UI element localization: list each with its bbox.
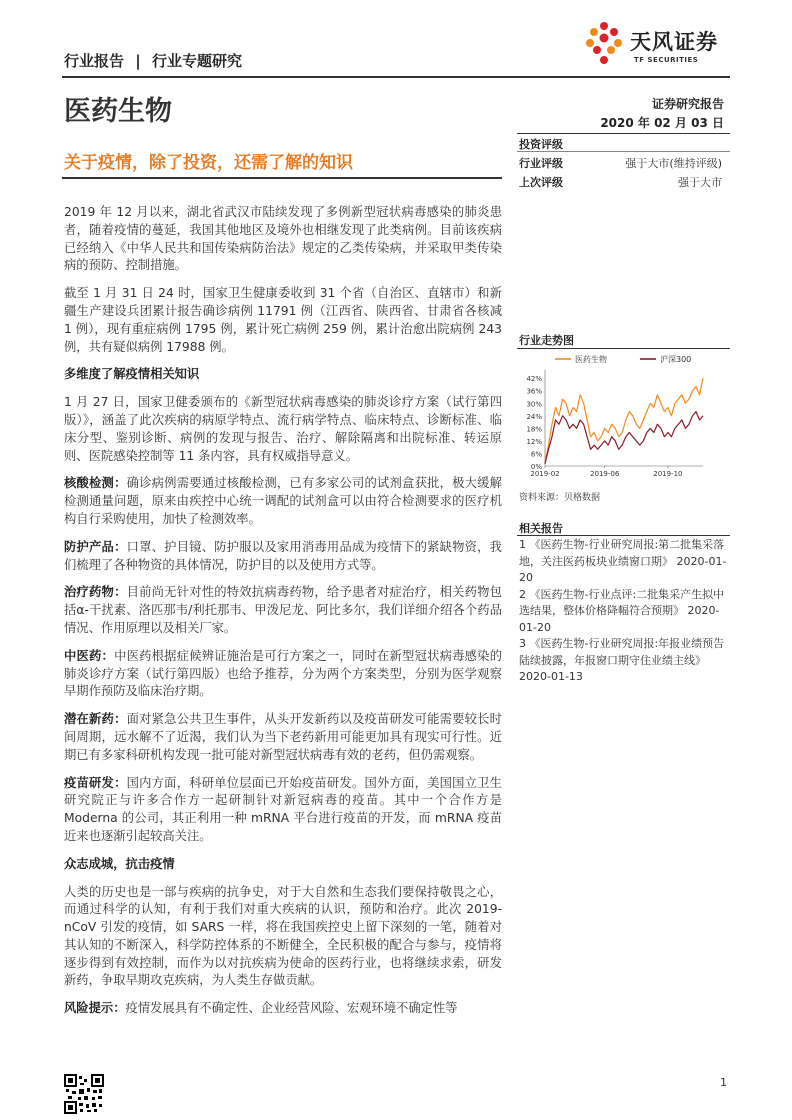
industry-trend-chart: [515, 350, 730, 485]
qr-code-icon: [64, 1074, 104, 1114]
trend-chart-title: 行业走势图: [519, 334, 574, 347]
y-tick-label: 18%: [526, 425, 542, 434]
body-paragraph: 1 月 27 日，国家卫健委颁布的《新型冠状病毒感染的肺炎诊疗方案（试行第四版）》，涵盖了此次疾病的病原学特点、流行病学特点、临床特点、诊断标准、临床分型、鉴别诊断、病例的发现与报告、治疗、解除隔离和出院标准、转运原则、医院感染控制等 11 条内容，具有权威指导意义。: [64, 395, 502, 463]
rating-rule: [517, 151, 730, 152]
category-topic-research: 行业专题研究: [151, 52, 242, 70]
y-tick-label: 36%: [526, 387, 542, 396]
series-line: [545, 412, 703, 464]
related-reports-title: 相关报告: [519, 522, 563, 535]
sidebar-rule-top: [517, 133, 730, 134]
body-paragraph: [64, 1000, 502, 1018]
category-separator: |: [135, 52, 141, 70]
related-report-link[interactable]: 1 《医药生物-行业研究周报:第二批集采落地，关注医药板块业绩窗口期》 2020-01-20: [519, 538, 727, 584]
report-category: [64, 50, 242, 71]
y-tick-label: 30%: [526, 400, 542, 409]
trend-rule: [517, 348, 730, 349]
report-date: 2020 年 02 月 03 日: [600, 116, 724, 130]
paragraph-lead: 治疗药物：: [64, 585, 127, 600]
paragraph-text: 面对紧急公共卫生事件，从头开发新药以及疫苗研发可能需要较长时间周期，远水解不了近渴，我们认为当下老药新用可能更加具有现实可行性。近期已有多家科研机构发现一批可能对新型冠状病毒有效的老药，但仍需观察。: [64, 712, 502, 762]
y-tick-label: 24%: [526, 412, 542, 421]
section-heading: 多维度了解疫情相关知识: [64, 367, 200, 382]
logo-company-name: 天风证券: [630, 30, 718, 54]
y-tick-label: 42%: [526, 375, 542, 384]
section-heading: 众志成城，抗击疫情: [64, 856, 175, 871]
page-number: 1: [720, 1076, 727, 1089]
rating-section-label: 投资评级: [519, 138, 563, 151]
body-paragraph: [64, 711, 502, 764]
body-paragraph: [64, 475, 502, 528]
related-report-link[interactable]: 2 《医药生物-行业点评:二批集采产生拟中选结果，整体价格降幅符合预期》 2020-01-20: [519, 587, 725, 634]
industry-rating-value: 强于大市(维持评级): [625, 157, 722, 170]
body-paragraph: [64, 584, 502, 637]
related-reports-list: [519, 537, 727, 686]
report-headline: 关于疫情，除了投资，还需了解的知识: [64, 153, 353, 173]
y-tick-label: 12%: [526, 437, 542, 446]
paragraph-text: 确诊病例需要通过核酸检测，已有多家公司的试剂盒获批，极大缓解检测通量问题，原来由疾控中心统一调配的试剂盒可以由符合检测要求的医疗机构自行采购使用，加快了检测效率。: [64, 476, 502, 526]
body-paragraph: 2019 年 12 月以来，湖北省武汉市陆续发现了多例新型冠状病毒感染的肺炎患者，随着疫情的蔓延，我国其他地区及境外也相继发现了此类病例。目前该疾病已经纳入《中华人民共和国传染病防治法》规定的乙类传染病，并采取甲类传染病的预防、控制措施。: [64, 205, 502, 273]
paragraph-lead: 潜在新药：: [64, 712, 127, 727]
body-paragraph: [64, 775, 502, 846]
report-type: 证券研究报告: [651, 97, 724, 111]
company-logo: [582, 14, 732, 74]
paragraph-lead: 风险提示：: [64, 1001, 126, 1016]
previous-rating-label: 上次评级: [519, 176, 563, 189]
sector-title: 医药生物: [64, 96, 172, 127]
paragraph-text: 目前尚无针对性的特效抗病毒药物，给予患者对症治疗，相关药物包括α-干扰素、洛匹那韦/利托那韦、甲泼尼龙、阿比多尔，我们详细介绍各个药品情况、作用原理以及相关厂家。: [64, 585, 502, 635]
paragraph-lead: 中医药：: [64, 648, 115, 663]
previous-rating-value: 强于大市: [678, 176, 722, 189]
body-column: [64, 204, 502, 1018]
paragraph-text: 口罩、护目镜、防护服以及家用消毒用品成为疫情下的紧缺物资，我们梳理了各种物资的具体情况，防护目的以及使用方式等。: [64, 539, 502, 572]
header-rule: [62, 76, 730, 78]
paragraph-lead: 核酸检测：: [64, 476, 127, 491]
related-report-link[interactable]: 3 《医药生物-行业研究周报:年报业绩预告陆续披露，年报窗口期守住业绩主线》 2020-01-13: [519, 637, 725, 683]
flower-logo-icon: [582, 18, 628, 68]
chart-source: 资料来源：贝格数据: [519, 493, 601, 503]
industry-rating-label: 行业评级: [519, 157, 563, 170]
x-tick-label: 2019-10: [653, 470, 683, 478]
paragraph-lead: 防护产品：: [64, 539, 127, 554]
y-tick-label: 6%: [530, 450, 542, 459]
logo-company-english: TF SECURITIES: [634, 56, 699, 64]
body-paragraph: 截至 1 月 31 日 24 时，国家卫生健康委收到 31 个省（自治区、直辖市）和新疆生产建设兵团累计报告确诊病例 11791 例（江西省、陕西省、甘肃省各核减 1 例），现有重症病例 1795 例，累计死亡病例 259 例，累计治愈出院病例 243 例，共有疑似病例 17988 例。: [64, 286, 502, 354]
headline-rule: [62, 177, 502, 179]
x-tick-label: 2019-06: [590, 470, 620, 478]
legend-label: 医药生物: [575, 355, 607, 364]
paragraph-text: 国内方面，科研单位层面已开始疫苗研发。国外方面，美国国立卫生研究院正与许多合作方一起研制针对新冠病毒的疫苗。其中一个合作方是 Moderna 的公司，其正利用一种 mRNA 平台进行疫苗的开发，而 mRNA 疫苗近来也逐渐引起较高关注。: [64, 775, 502, 843]
legend-label: 沪深300: [660, 355, 692, 364]
paragraph-text: 疫情发展具有不确定性、企业经营风险、宏观环境不确定性等: [125, 1001, 458, 1016]
y-tick-label: 0%: [530, 463, 542, 471]
category-industry-report: 行业报告: [64, 52, 125, 70]
x-tick-label: 2019-02: [530, 470, 560, 478]
body-paragraph: [64, 648, 502, 701]
paragraph-lead: 疫苗研发：: [64, 775, 127, 790]
body-paragraph: [64, 539, 502, 575]
paragraph-text: 中医药根据症候辨证施治是可行方案之一，同时在新型冠状病毒感染的肺炎诊疗方案（试行第四版）也给予推荐，分为两个方案类型，分别为医学观察早期作预防及临床治疗期。: [64, 648, 502, 699]
series-line: [545, 378, 703, 462]
related-rule: [517, 535, 730, 536]
body-paragraph: 人类的历史也是一部与疾病的抗争史，对于大自然和生态我们要保持敬畏之心，而通过科学的认知，有利于我们对重大疾病的认识，预防和治疗。此次 2019-nCoV 引发的疫情，如 SARS 一样，将在我国疾控史上留下深刻的一笔，随着对其认知的不断深入，科学防控体系的不断健全，全民积极的配合与参与，疫情将逐步得到有效控制，而作为以对抗疾病为使命的医药行业，也将继续求索，研发新药，争取早期攻克疾病，为人类生存做贡献。: [64, 884, 502, 988]
